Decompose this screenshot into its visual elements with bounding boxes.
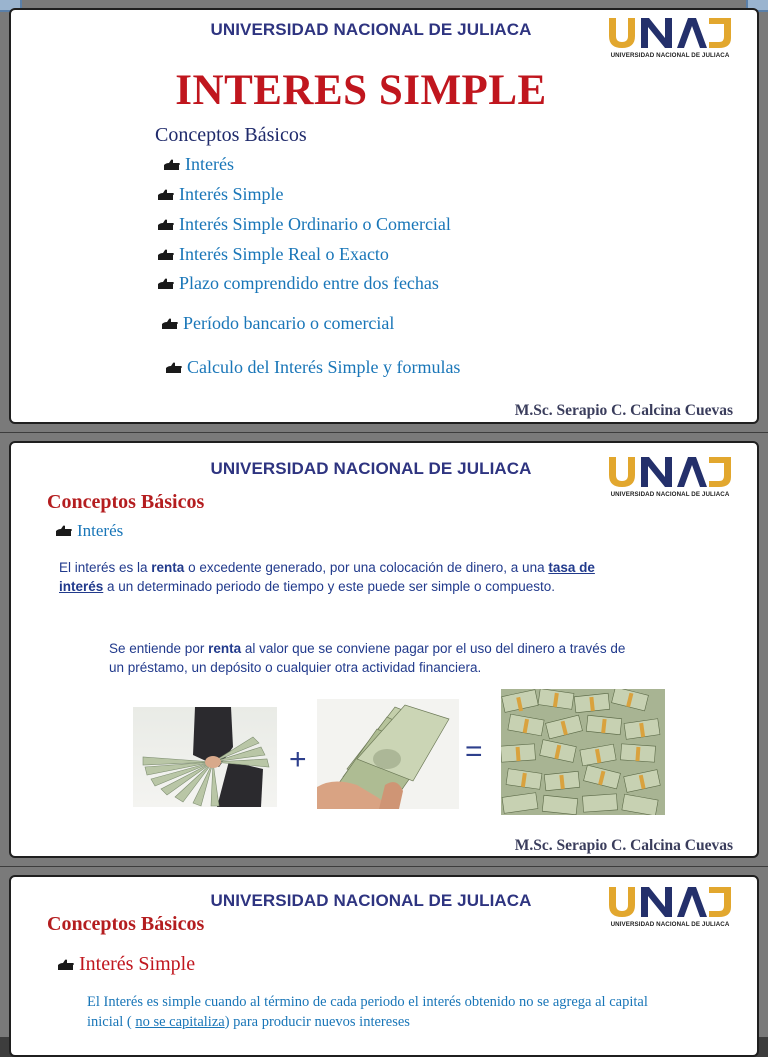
slide-3-canvas bbox=[9, 875, 759, 1057]
text-run: El interés es la bbox=[59, 560, 152, 575]
logo-caption: UNIVERSIDAD NACIONAL DE JULIACA bbox=[610, 921, 730, 928]
topic-label: Interés bbox=[77, 521, 124, 540]
plus-sign: + bbox=[289, 743, 307, 776]
topic-item bbox=[157, 214, 451, 235]
topic-item bbox=[55, 521, 123, 541]
topic-label: Período bancario o comercial bbox=[183, 313, 395, 333]
slide-2 bbox=[0, 433, 768, 866]
topic-item bbox=[57, 953, 195, 976]
pointing-hand-icon bbox=[161, 318, 179, 330]
topic-label: Calculo del Interés Simple y formulas bbox=[187, 357, 461, 377]
university-title: UNIVERSIDAD NACIONAL DE JULIACA bbox=[210, 20, 532, 39]
text-run: al valor que se conviene pagar por el uso del dinero a través de un préstamo, un depósito o cualquier otra actividad financiera. bbox=[109, 641, 626, 675]
text-run: ) para producir nuevos intereses bbox=[224, 1014, 410, 1030]
equals-sign: = bbox=[465, 735, 483, 768]
text-run: a un determinado periodo de tiempo y este puede ser simple o compuesto. bbox=[103, 579, 556, 594]
slide-1-canvas bbox=[9, 8, 759, 424]
university-logo bbox=[605, 453, 735, 498]
underlined-term: no se capitaliza bbox=[135, 1014, 225, 1030]
interest-definition bbox=[59, 558, 629, 596]
logo-caption: UNIVERSIDAD NACIONAL DE JULIACA bbox=[610, 491, 730, 498]
topic-item bbox=[163, 154, 234, 175]
topic-label: Interés bbox=[185, 154, 234, 174]
money-fan-photo bbox=[133, 707, 277, 807]
renta-definition bbox=[109, 639, 639, 677]
pointing-hand-icon bbox=[157, 278, 175, 290]
slide-1 bbox=[0, 0, 768, 432]
topic-label: Interés Simple bbox=[79, 953, 196, 975]
topic-item bbox=[157, 244, 389, 265]
pointing-hand-icon bbox=[163, 159, 181, 171]
pointing-hand-icon bbox=[157, 249, 175, 261]
pointing-hand-icon bbox=[157, 189, 175, 201]
cash-in-hand-photo bbox=[317, 699, 459, 809]
money-stacks-photo bbox=[501, 689, 665, 815]
section-heading: Conceptos Básicos bbox=[47, 913, 205, 935]
university-logo bbox=[605, 14, 735, 59]
slide-3 bbox=[0, 867, 768, 1037]
unaj-logo-icon bbox=[605, 14, 735, 50]
text-run: Se entiende por bbox=[109, 641, 209, 656]
pointing-hand-icon bbox=[57, 959, 75, 971]
topic-label: Interés Simple Ordinario o Comercial bbox=[179, 214, 451, 234]
bold-term: renta bbox=[151, 560, 185, 575]
pointing-hand-icon bbox=[55, 525, 73, 537]
bold-term: renta bbox=[208, 641, 242, 656]
topic-label: Plazo comprendido entre dos fechas bbox=[179, 273, 439, 293]
section-heading: Conceptos Básicos bbox=[47, 491, 205, 513]
logo-caption: UNIVERSIDAD NACIONAL DE JULIACA bbox=[610, 52, 730, 59]
topic-label: Interés Simple bbox=[179, 184, 284, 204]
text-run: El Interés es simple cuando al término de cada periodo el interés obtenido no se agrega al capital inicial ( bbox=[87, 994, 648, 1030]
topic-item bbox=[157, 184, 283, 205]
slide-subtitle: Conceptos Básicos bbox=[155, 124, 307, 146]
topic-item bbox=[165, 357, 460, 378]
simple-interest-definition bbox=[87, 992, 687, 1032]
author-credit: M.Sc. Serapio C. Calcina Cuevas bbox=[514, 837, 733, 854]
underlined-term: tasa de interés bbox=[59, 560, 595, 594]
main-title: INTERES SIMPLE bbox=[175, 67, 547, 114]
topic-label: Interés Simple Real o Exacto bbox=[179, 244, 389, 264]
author-credit: M.Sc. Serapio C. Calcina Cuevas bbox=[514, 402, 733, 419]
topic-item bbox=[157, 273, 439, 294]
topic-item bbox=[161, 313, 394, 334]
unaj-logo-icon bbox=[605, 453, 735, 489]
university-title: UNIVERSIDAD NACIONAL DE JULIACA bbox=[210, 459, 532, 478]
text-run: o excedente generado, por una colocación de dinero, a una bbox=[184, 560, 549, 575]
unaj-logo-icon bbox=[605, 883, 735, 919]
pointing-hand-icon bbox=[157, 219, 175, 231]
university-logo bbox=[605, 883, 735, 928]
pointing-hand-icon bbox=[165, 362, 183, 374]
university-title: UNIVERSIDAD NACIONAL DE JULIACA bbox=[210, 891, 532, 910]
slide-2-canvas bbox=[9, 441, 759, 858]
